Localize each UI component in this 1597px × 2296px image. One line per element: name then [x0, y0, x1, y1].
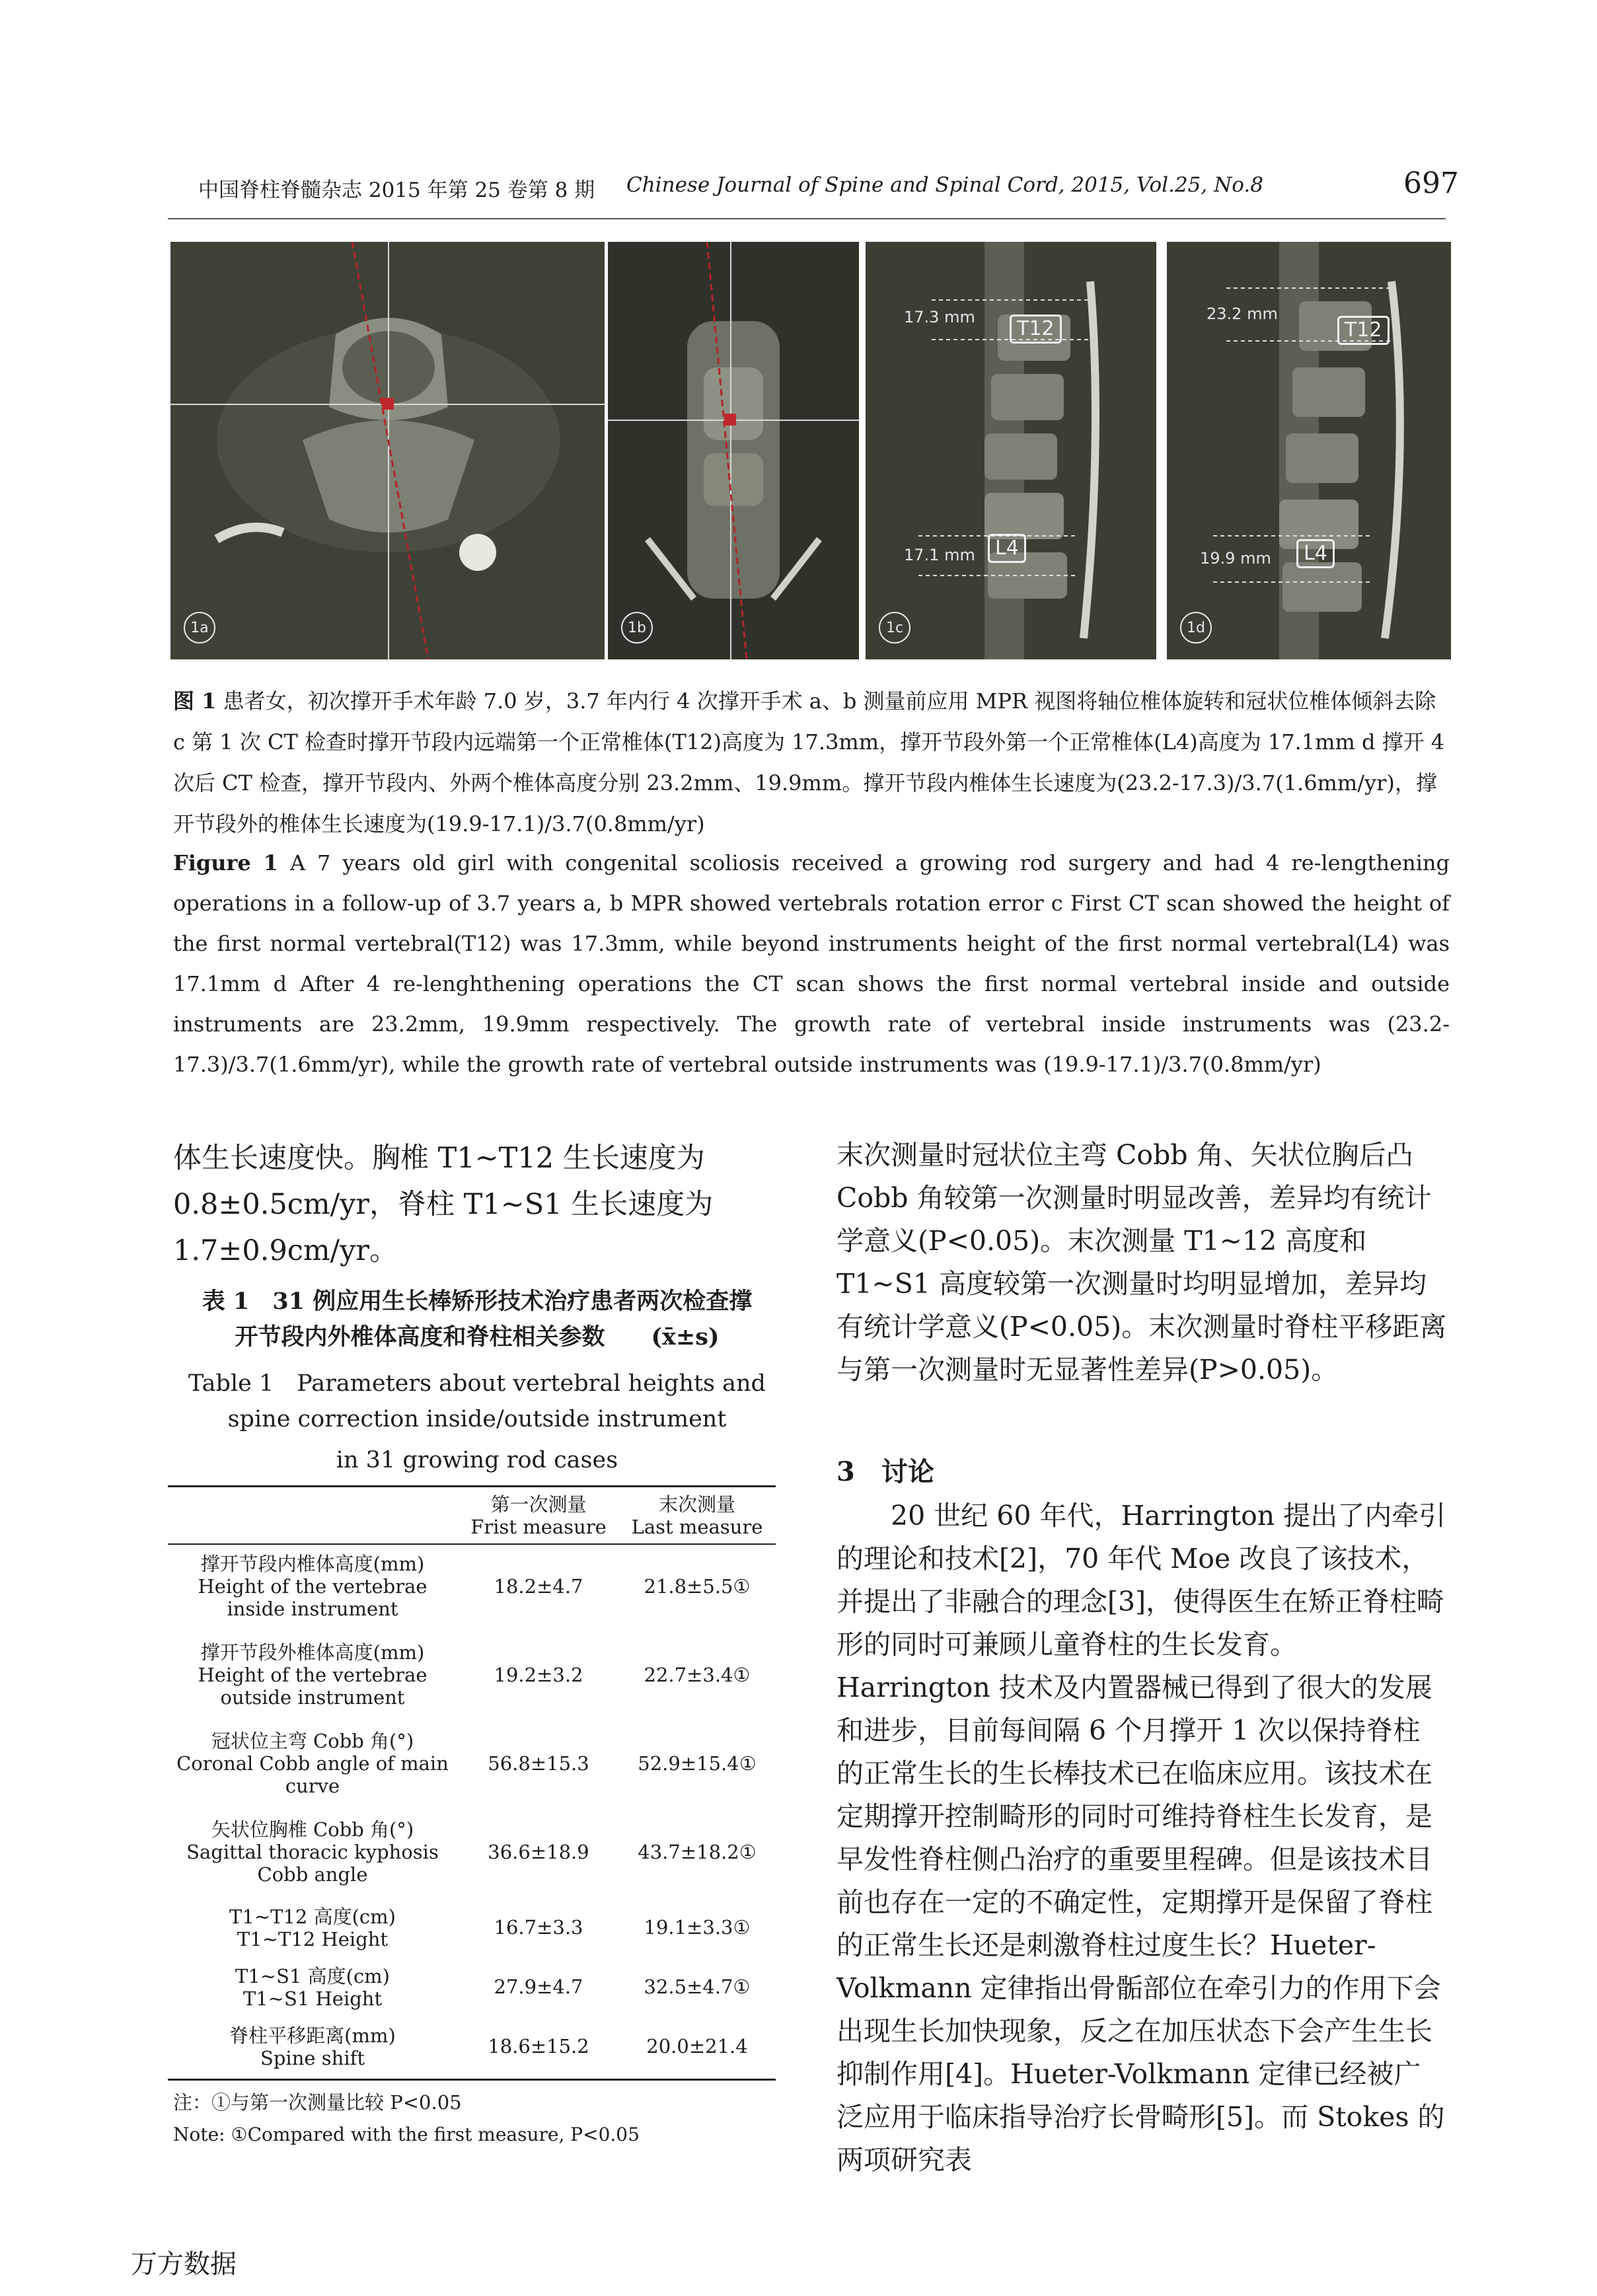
table-cell: 19.2±3.2 — [494, 1664, 583, 1686]
table-row-label — [170, 1818, 455, 1886]
ct-panel-1a — [170, 242, 605, 659]
table-cell: 18.2±4.7 — [494, 1575, 583, 1598]
table-cell: 22.7±3.4① — [644, 1664, 751, 1686]
ct-panel-1b — [608, 242, 859, 659]
table-note-en: Note: ①Compared with the first measure, P<0.05 — [173, 2124, 640, 2145]
col-header-last-cn: 末次测量 — [658, 1493, 735, 1516]
row-label-en: Cobb angle — [257, 1863, 368, 1886]
ct-panel-1d — [1167, 242, 1451, 659]
panel-label: 1a — [184, 612, 215, 644]
running-header-cn: 中国脊柱脊髓杂志 2015 年第 25 卷第 8 期 — [198, 178, 595, 202]
row-label-cn: 撑开节段内椎体高度(mm) — [200, 1553, 425, 1575]
row-label-en: T1~T12 Height — [237, 1928, 389, 1950]
col-header-first — [463, 1493, 614, 1538]
figure-label-en: Figure 1 — [173, 850, 278, 875]
figure-label-cn: 图 1 — [173, 688, 217, 714]
col-header-last — [621, 1493, 773, 1538]
row-label-en: Height of the vertebrae — [198, 1664, 427, 1686]
table-cell: 52.9±15.4① — [638, 1752, 757, 1775]
figure-caption-cn — [173, 681, 1450, 844]
table-bottom-rule — [168, 2079, 776, 2081]
table-row-label — [170, 1641, 455, 1709]
row-label-en: T1~S1 Height — [242, 1987, 383, 2010]
table-note-cn: 注：①与第一次测量比较 P<0.05 — [173, 2091, 462, 2114]
table-title-cn-1: 表 1 31 例应用生长棒矫形技术治疗患者两次检查撑 — [202, 1288, 753, 1315]
table-header-rule — [168, 1543, 776, 1545]
table-cell: 16.7±3.3 — [494, 1916, 583, 1939]
col-header-first-en: Frist measure — [470, 1516, 607, 1538]
panel-label: 1b — [621, 612, 653, 644]
table-row-label — [170, 2024, 455, 2069]
row-label-cn: T1~T12 高度(cm) — [229, 1906, 396, 1928]
body-paragraph-left: 体生长速度快。胸椎 T1~T12 生长速度为 0.8±0.5cm/yr，脊柱 T1~S1 生长速度为 1.7±0.9cm/yr。 — [173, 1142, 714, 1267]
figure-caption-en-text: A 7 years old girl with congenital scoliosis received a growing rod surgery and had 4 re-lengthening operations in a follow-up of 3.7 years a, b MPR showed vertebrals rotation error c First CT scan showed the height of the first normal vertebral(T12) was 17.3mm, while beyond instruments height of the first normal vertebral(L4) was 17.1mm d After 4 re-lenghthening operations the CT scan shows the first normal vertebral inside and outside instruments are 23.2mm, 19.9mm respectively. The growth rate of vertebral inside instruments was (23.2-17.3)/3.7(1.6mm/yr), while the growth rate of vertebral outside instruments was (19.9-17.1)/3.7(0.8mm/yr) — [173, 850, 1450, 1077]
header-rule — [168, 218, 1446, 219]
measurement-bottom: 19.9 mm — [1200, 549, 1271, 568]
col-header-last-en: Last measure — [631, 1516, 763, 1538]
ct-sagittal-image — [866, 242, 1156, 659]
table-cell: 19.1±3.3① — [644, 1916, 751, 1939]
table-cell: 32.5±4.7① — [644, 1976, 751, 1998]
row-label-cn: T1~S1 高度(cm) — [235, 1965, 390, 1987]
table-title-en-2: spine correction inside/outside instrument — [227, 1406, 727, 1432]
row-label-en: inside instrument — [227, 1598, 398, 1620]
table-cell: 27.9±4.7 — [494, 1976, 583, 1998]
ct-coronal-image — [608, 242, 859, 659]
body-paragraph-right-1: 末次测量时冠状位主弯 Cobb 角、矢状位胸后凸 Cobb 角较第一次测量时明显改善，差异均有统计学意义(P<0.05)。末次测量 T1~12 高度和 T1~S1 高度较第一次测量时均明显增加，差异均有统计学意义(P<0.05)。末次测量时脊柱平移距离与第一次测量时无显著性差异(P>0.05)。 — [836, 1139, 1447, 1386]
section-heading: 3 讨论 — [836, 1456, 934, 1487]
table-title-en-3: in 31 growing rod cases — [336, 1447, 618, 1473]
measurement-bottom: 17.1 mm — [904, 546, 975, 564]
row-label-cn: 冠状位主弯 Cobb 角(°) — [211, 1730, 414, 1752]
table-top-rule — [168, 1485, 776, 1487]
footer-watermark: 万方数据 — [131, 2249, 237, 2279]
measurement-top: 17.3 mm — [904, 308, 975, 326]
page-number: 697 — [1403, 167, 1459, 200]
table-row-label — [170, 1553, 455, 1620]
figure-caption-cn-text: 患者女，初次撑开手术年龄 7.0 岁，3.7 年内行 4 次撑开手术 a、b 测量前应用 MPR 视图将轴位椎体旋转和冠状位椎体倾斜去除 c 第 1 次 CT 检查时撑开节段内远端第一个正常椎体(T12)高度为 17.3mm，撑开节段外第一个正常椎体(L4)高度为 17.1mm d 撑开 4 次后 CT 检查，撑开节段内、外两个椎体高度分别 23.2mm、19.9mm。撑开节段内椎体生长速度为(23.2-17.3)/3.7(1.6mm/yr)，撑开节段外的椎体生长速度为(19.9-17.1)/3.7(0.8mm/yr) — [173, 688, 1445, 836]
row-label-en: curve — [285, 1775, 340, 1797]
table-row-label — [170, 1906, 455, 1950]
table-row-label — [170, 1730, 455, 1797]
running-header-en: Chinese Journal of Spine and Spinal Cord, 2015, Vol.25, No.8 — [626, 173, 1263, 197]
table-title-cn-2: 开节段内外椎体高度和脊柱相关参数 (x̄±s) — [235, 1323, 720, 1351]
ct-axial-image — [170, 242, 605, 659]
ct-panel-1c — [866, 242, 1156, 659]
row-label-en: Coronal Cobb angle of main — [176, 1752, 449, 1775]
col-header-first-cn: 第一次测量 — [490, 1493, 587, 1516]
vertebra-tag-top: T12 — [1010, 315, 1062, 344]
table-cell: 18.6±15.2 — [488, 2035, 589, 2057]
table-cell: 21.8±5.5① — [644, 1575, 751, 1598]
vertebra-tag-top: T12 — [1337, 316, 1390, 345]
table-title-en-1: Table 1 Parameters about vertebral heights and — [188, 1370, 766, 1397]
table-cell: 43.7±18.2① — [638, 1841, 757, 1863]
vertebra-tag-bottom: L4 — [988, 534, 1026, 563]
row-label-en: Spine shift — [260, 2047, 365, 2069]
vertebra-tag-bottom: L4 — [1296, 539, 1335, 568]
row-label-cn: 撑开节段外椎体高度(mm) — [200, 1641, 425, 1664]
table-cell: 36.6±18.9 — [488, 1841, 589, 1863]
table-row-label — [170, 1965, 455, 2010]
row-label-en: Height of the vertebrae — [198, 1575, 427, 1598]
panel-label: 1c — [879, 612, 910, 644]
row-label-en: Sagittal thoracic kyphosis — [186, 1841, 439, 1863]
row-label-cn: 矢状位胸椎 Cobb 角(°) — [211, 1818, 414, 1841]
panel-label: 1d — [1180, 612, 1212, 644]
body-paragraph-right-2: 20 世纪 60 年代，Harrington 提出了内牵引的理论和技术[2]，70 年代 Moe 改良了该技术，并提出了非融合的理念[3]，使得医生在矫正脊柱畸形的同时可兼顾儿童脊柱的生长发育。Harrington 技术及内置器械已得到了很大的发展和进步，目前每间隔 6 个月撑开 1 次以保持脊柱的正常生长的生长棒技术已在临床应用。该技术在定期撑开控制畸形的同时可维持脊柱生长发育，是早发性脊柱侧凸治疗的重要里程碑。但是该技术目前也存在一定的不确定性，定期撑开是保留了脊柱的正常生长还是刺激脊柱过度生长？Hueter-Volkmann 定律指出骨骺部位在牵引力的作用下会出现生长加快现象，反之在加压状态下会产生生长抑制作用[4]。Hueter-Volkmann 定律已经被广泛应用于临床指导治疗长骨畸形[5]。而 Stokes 的两项研究表 — [836, 1500, 1446, 2176]
table-cell: 56.8±15.3 — [488, 1752, 589, 1775]
table-cell: 20.0±21.4 — [646, 2035, 748, 2057]
row-label-cn: 脊柱平移距离(mm) — [229, 2024, 396, 2047]
row-label-en: outside instrument — [220, 1686, 405, 1709]
figure-caption-en — [173, 843, 1450, 1085]
measurement-top: 23.2 mm — [1207, 305, 1278, 323]
